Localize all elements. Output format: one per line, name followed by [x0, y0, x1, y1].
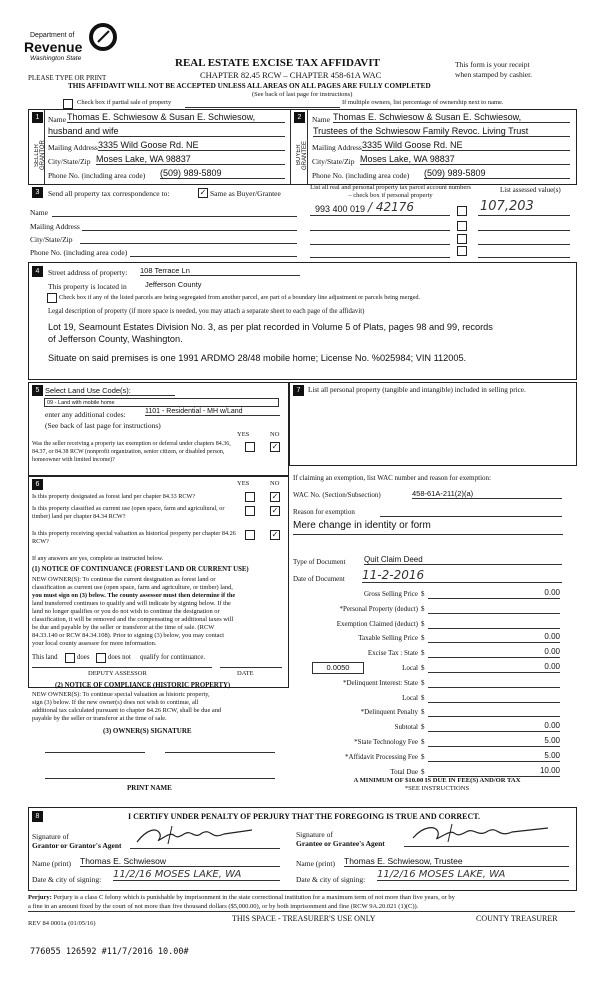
minimum-due-note: A MINIMUM OF $10.00 IS DUE IN FEE(S) AND/OR TAX: [353, 777, 521, 784]
delinquent-interest-local[interactable]: [428, 692, 560, 703]
notice1-l8: 84.33.140 or RCW 84.34.108). Prior to signing (3) below, you may contact: [32, 632, 225, 639]
form-chapter: CHAPTER 82.45 RCW – CHAPTER 458-61A WAC: [200, 70, 382, 80]
taxable-selling-price-label: Taxable Selling Price: [358, 634, 418, 642]
seller-side-label: SELLER GRANTOR: [34, 140, 46, 170]
exemption-claimed-dollar: $: [421, 620, 425, 628]
warning: THIS AFFIDAVIT WILL NOT BE ACCEPTED UNLESS ALL AREAS ON ALL PAGES ARE FULLY COMPLETED: [68, 82, 431, 90]
wac-number[interactable]: 458-61A-211(2)(a): [412, 489, 562, 499]
buyer-name2[interactable]: Trustees of the Schwiesow Family Revoc. Living Trust: [313, 126, 570, 137]
personal-property-label: List all personal property (tangible and intangible) included in selling price.: [308, 386, 526, 394]
same-as-buyer-checkbox[interactable]: ✓: [199, 188, 207, 197]
notice1-l5: land no longer qualifies or you do not wish to continue the designation or: [32, 608, 220, 615]
gross-selling-price-label: Gross Selling Price: [363, 590, 418, 598]
land-does-not-checkbox[interactable]: [96, 653, 106, 663]
excise-tax-local[interactable]: 0.00: [428, 662, 560, 673]
taxable-selling-price-dollar: $: [421, 634, 425, 642]
buyer-city[interactable]: Moses Lake, WA 98837: [360, 154, 570, 165]
total-due-label: Total Due: [390, 768, 418, 776]
dept-line2: Revenue: [24, 39, 83, 55]
doc-type[interactable]: Quit Claim Deed: [364, 555, 562, 565]
grantee-print-name[interactable]: Thomas E. Schwiesow, Trustee: [344, 856, 569, 867]
multiple-owners-note: If multiple owners, list percentage of ownership next to name.: [342, 99, 504, 106]
subtotal-dollar: $: [421, 723, 425, 731]
state-technology-fee-dollar: $: [421, 738, 425, 746]
section-5-no: NO: [270, 431, 280, 438]
notice1-l2: classification as current use (open space, farm and agriculture, or timber) land,: [32, 584, 233, 591]
land-does-checkbox[interactable]: [65, 653, 75, 663]
land-does-label: does: [77, 654, 90, 661]
total-due[interactable]: 10.00: [428, 766, 560, 777]
notice1-l7: be due and payable by the seller or transferor at the time of sale. (RCW: [32, 624, 215, 631]
wac-label: WAC No. (Section/Subsection): [293, 491, 381, 499]
affidavit-processing-fee-label: *Affidavit Processing Fee: [345, 753, 418, 761]
excise-tax-state-label: Excise Tax : State: [367, 649, 418, 657]
section-8-number: 8: [32, 811, 43, 822]
personal-property-deduct-dollar: $: [421, 605, 425, 613]
buyer-name[interactable]: Thomas E. Schwiesow & Susan E. Schwiesow,: [333, 112, 570, 123]
county-treasurer: COUNTY TREASURER: [476, 914, 558, 923]
delinquent-interest-state-dollar: $: [421, 679, 425, 687]
street-label: Street address of property:: [48, 268, 128, 277]
delinquent-interest-state[interactable]: [428, 677, 560, 688]
historic-question: Is this property receiving special valuation as historical property per chapter 84.26 RCW?: [32, 530, 236, 545]
additional-codes[interactable]: 1101 - Residential - MH w/Land: [145, 408, 280, 416]
situate-line: Situate on said premises is one 1991 ARDMO 28/48 mobile home; License No. %025984; VIN 112005.: [48, 353, 467, 363]
dept-line3: Washington State: [30, 55, 82, 62]
dor-logo-icon: [88, 22, 118, 52]
buyer-phone-label: Phone No. (including area code): [312, 171, 410, 180]
certify-statement: I CERTIFY UNDER PENALTY OF PERJURY THAT THE FOREGOING IS TRUE AND CORRECT.: [128, 812, 481, 821]
exemption-question: Was the seller receiving a property tax exemption or deferral under chapters 84.36, 84.37, or 84.38 RCW (nonprofit organization, senior citizen, or disabled person, homeowner with limited income)?: [32, 441, 231, 463]
seller-phone-label: Phone No. (including area code): [48, 171, 146, 180]
segregated-label: Check box if any of the listed parcels are being segregated from another parcel, are part of a boundary line adjustment or parcels being merged.: [59, 294, 421, 301]
section-4-number: 4: [32, 266, 43, 277]
exemption-reason[interactable]: Mere change in identity or form: [293, 520, 431, 531]
subtotal[interactable]: 0.00: [428, 721, 560, 732]
reason-label: Reason for exemption: [293, 508, 355, 516]
legal-line1: Lot 19, Seamount Estates Division No. 3, as per plat recorded in Volume 5 of Plats, pages 98 and 99, records: [48, 322, 493, 332]
assessed-1[interactable]: 107,203: [480, 199, 534, 214]
qualify-label: qualify for continuance.: [140, 654, 206, 661]
form-title: REAL ESTATE EXCISE TAX AFFIDAVIT: [175, 57, 380, 69]
grantor-print-name[interactable]: Thomas E. Schwiesow: [80, 856, 280, 867]
subtotal-label: Subtotal: [394, 723, 418, 731]
grantee-sig-label-2: Grantee or Grantee's Agent: [296, 839, 385, 848]
grantor-sig-label-2: Grantor or Grantor's Agent: [32, 841, 122, 850]
corr-phone-label: Phone No. (including area code): [30, 248, 128, 257]
notice1-l1: NEW OWNER(S): To continue the current designation as forest land or: [32, 576, 216, 583]
personal-property-deduct-label: *Personal Property (deduct): [339, 605, 418, 613]
county[interactable]: Jefferson County: [145, 280, 202, 289]
send-correspondence-label: Send all property tax correspondence to:: [48, 189, 170, 198]
see-back-header: (See back of last page for instructions): [252, 91, 353, 98]
doc-date[interactable]: 11-2-2016: [362, 568, 562, 583]
historic-yes-checkbox[interactable]: [245, 530, 255, 540]
notice1-title: (1) NOTICE OF CONTINUANCE (FOREST LAND OR CURRENT USE): [32, 566, 249, 573]
excise-tax-local-dollar: $: [421, 664, 425, 672]
excise-tax-local-label: Local: [402, 664, 418, 672]
partial-sale-checkbox[interactable]: [63, 99, 73, 109]
perjury-text-1: Perjury is a class C felony which is punishable by imprisonment in the state correctional institution for a maximum term of not more than five years, or by: [53, 894, 455, 901]
grantor-signature[interactable]: [132, 824, 272, 848]
exemption-yes-checkbox[interactable]: [245, 442, 255, 452]
section-1-number: 1: [32, 112, 43, 123]
grantor-date-city-label: Date & city of signing:: [32, 875, 102, 884]
gross-selling-price-dollar: $: [421, 590, 425, 598]
buyer-side-label: BUYER GRANTEE: [296, 140, 308, 170]
buyer-address[interactable]: 3335 Wild Goose Rd. NE: [362, 140, 570, 151]
deputy-assessor: DEPUTY ASSESSOR: [88, 670, 147, 677]
please-type: PLEASE TYPE OR PRINT: [28, 74, 107, 82]
segregated-checkbox[interactable]: [47, 293, 57, 303]
notice2-l2: sign (3) below. If the new owner(s) does not wish to continue, all: [32, 699, 199, 706]
exemption-claimed-label: Exemption Claimed (deduct): [336, 620, 418, 628]
excise-tax-state-dollar: $: [421, 649, 425, 657]
parcel-1[interactable]: 993 400 019: [315, 204, 366, 214]
dor-logo: [22, 22, 122, 68]
perjury-line2: a fine in an amount fixed by the court of not more than five thousand dollars ($5,000.00), or by both imprisonment and fine (RCW 9A.20.021 (1)(C)).: [28, 903, 419, 910]
taxable-selling-price[interactable]: 0.00: [428, 632, 560, 643]
owner-signature-label: (3) OWNER(S) SIGNATURE: [103, 727, 192, 735]
corr-city-label: City/State/Zip: [30, 235, 73, 244]
forest-no-checkbox[interactable]: ✓: [271, 492, 279, 501]
select-land-use-label: Select Land Use Code(s):: [45, 386, 175, 396]
local-tax-rate[interactable]: 0.0050: [312, 662, 364, 674]
exemption-claimed[interactable]: [428, 618, 560, 629]
section-6-yes: YES: [237, 480, 250, 487]
historic-no-checkbox[interactable]: ✓: [271, 530, 279, 539]
this-land-label: This land: [32, 654, 58, 661]
buyer-name-label: Name: [312, 115, 330, 124]
parcel-4-personal-checkbox[interactable]: [457, 246, 467, 256]
delinquent-interest-state-label: *Delinquent Interest: State: [342, 679, 418, 687]
current-use-yes-checkbox[interactable]: [245, 506, 255, 516]
current-use-question: Is this property classified as current use (open space, farm and agricultural, or timber) land per chapter 84.34 RCW?: [32, 505, 225, 520]
grantee-name-label: Name (print): [296, 859, 335, 868]
receipt-line2: when stamped by cashier.: [455, 70, 533, 79]
legal-line2: of Jefferson County, Washington.: [48, 334, 183, 344]
assessed-header: List assessed value(s): [500, 186, 561, 194]
parcel-2-personal-checkbox[interactable]: [457, 221, 467, 231]
notice2-l3: additional tax calculated pursuant to chapter 84.26 RCW, shall be due and: [32, 707, 222, 714]
street-address[interactable]: 108 Terrace Ln: [140, 266, 300, 276]
seller-name-label: Name: [48, 115, 66, 124]
notice1-l3: you must sign on (3) below. The county assessor must then determine if the: [32, 592, 236, 599]
parcel-header: List all real and personal property tax parcel account numbers – check box if personal property: [310, 184, 471, 199]
delinquent-penalty-dollar: $: [421, 708, 425, 716]
land-does-not-label: does not: [108, 654, 131, 661]
section-3-number: 3: [32, 187, 43, 198]
corr-address-label: Mailing Address: [30, 222, 80, 231]
if-yes-note: If any answers are yes, complete as instructed below.: [32, 555, 164, 562]
section-5-number: 5: [32, 385, 43, 396]
doc-date-label: Date of Document: [293, 575, 345, 583]
treasurer-use-only: THIS SPACE - TREASURER'S USE ONLY: [232, 914, 376, 923]
seller-city[interactable]: Moses Lake, WA 98837: [96, 154, 285, 165]
deputy-date: DATE: [237, 670, 254, 677]
notice2-l4: payable by the seller or transferor at the time of sale.: [32, 715, 167, 722]
print-name-label: PRINT NAME: [127, 784, 172, 792]
delinquent-interest-local-dollar: $: [421, 694, 425, 702]
cashier-stamp: 776055 126592 #11/7/2016 10.00#: [30, 947, 189, 957]
total-due-dollar: $: [421, 768, 425, 776]
buyer-phone[interactable]: (509) 989-5809: [424, 168, 570, 179]
same-as-buyer-label: Same as Buyer/Grantee: [210, 189, 281, 198]
partial-sale-label: Check box if partial sale of property: [77, 99, 172, 106]
see-instructions-note: *SEE INSTRUCTIONS: [404, 785, 470, 792]
delinquent-penalty-label: *Delinquent Penalty: [360, 708, 418, 716]
notice1-l9: your local county assessor for more information.: [32, 640, 157, 647]
delinquent-penalty[interactable]: [428, 706, 560, 717]
additional-codes-label: enter any additional codes:: [45, 410, 126, 419]
grantor-name-label: Name (print): [32, 859, 71, 868]
land-use-select[interactable]: 09 - Land with mobile home: [44, 398, 279, 407]
perjury-line1: [28, 894, 455, 901]
section-6-no: NO: [270, 480, 280, 487]
seller-city-label: City/State/Zip: [48, 157, 91, 166]
receipt-line1: This form is your receipt: [455, 60, 530, 69]
delinquent-interest-local-label: Local: [402, 694, 418, 702]
grantee-date-city[interactable]: 11/2/16 MOSES LAKE, WA: [377, 869, 569, 881]
form-revision: REV 84 0001a (01/05/16): [28, 920, 96, 927]
grantee-date-city-label: Date & city of signing:: [296, 875, 366, 884]
seller-address[interactable]: 3335 Wild Goose Rd. NE: [98, 140, 285, 151]
state-technology-fee[interactable]: 5.00: [428, 736, 560, 747]
seller-name2[interactable]: husband and wife: [48, 126, 285, 137]
section-5-see-back: (See back of last page for instructions): [45, 421, 161, 430]
exemption-no-checkbox[interactable]: ✓: [271, 442, 279, 451]
forest-yes-checkbox[interactable]: [245, 492, 255, 502]
buyer-address-label: Mailing Address: [312, 143, 362, 152]
parcel-1-personal-checkbox[interactable]: [457, 206, 467, 216]
personal-property-deduct[interactable]: [428, 603, 560, 614]
legal-label: Legal description of property (if more space is needed, you may attach a separate sheet to each page of the affidavit): [48, 308, 365, 315]
gross-selling-price[interactable]: 0.00: [428, 588, 560, 599]
grantee-signature[interactable]: [408, 822, 558, 846]
grantee-sig-label-1: Signature of: [296, 830, 333, 839]
seller-address-label: Mailing Address: [48, 143, 98, 152]
seller-name[interactable]: Thomas E. Schwiesow & Susan E. Schwiesow,: [67, 112, 285, 123]
state-technology-fee-label: *State Technology Fee: [354, 738, 418, 746]
notice2-title: (2) NOTICE OF COMPLIANCE (HISTORIC PROPERTY): [55, 682, 231, 689]
located-label: This property is located in: [48, 282, 127, 291]
section-2-number: 2: [294, 112, 305, 123]
section-5-yes: YES: [237, 431, 250, 438]
dept-line1: Department of: [30, 32, 75, 39]
grantor-date-city[interactable]: 11/2/16 MOSES LAKE, WA: [113, 869, 280, 881]
seller-phone[interactable]: (509) 989-5809: [160, 168, 285, 179]
parcel-3-personal-checkbox[interactable]: [457, 234, 467, 244]
section-7-number: 7: [293, 385, 304, 396]
parcel-1-handwritten: / 42176: [368, 200, 415, 214]
buyer-city-label: City/State/Zip: [312, 157, 355, 166]
grantor-sig-label-1: Signature of: [32, 832, 69, 841]
notice2-l1: NEW OWNER(S): To continue special valuation as historic property,: [32, 691, 210, 698]
exemption-claim-label: If claiming an exemption, list WAC number and reason for exemption:: [293, 474, 491, 482]
corr-name-label: Name: [30, 208, 48, 217]
notice1-l6: classification, it will be removed and the compensating or additional taxes will: [32, 616, 234, 623]
affidavit-processing-fee-dollar: $: [421, 753, 425, 761]
section-6-number: 6: [32, 479, 43, 490]
current-use-no-checkbox[interactable]: ✓: [271, 506, 279, 515]
affidavit-processing-fee[interactable]: 5.00: [428, 751, 560, 762]
notice1-l4: land transferred continues to qualify and will indicate by signing below. If the: [32, 600, 231, 607]
excise-tax-state[interactable]: 0.00: [428, 647, 560, 658]
forest-question: Is this property designated as forest land per chapter 84.33 RCW?: [32, 493, 196, 500]
doc-type-label: Type of Document: [293, 558, 346, 566]
perjury-bold: Perjury:: [28, 894, 52, 901]
